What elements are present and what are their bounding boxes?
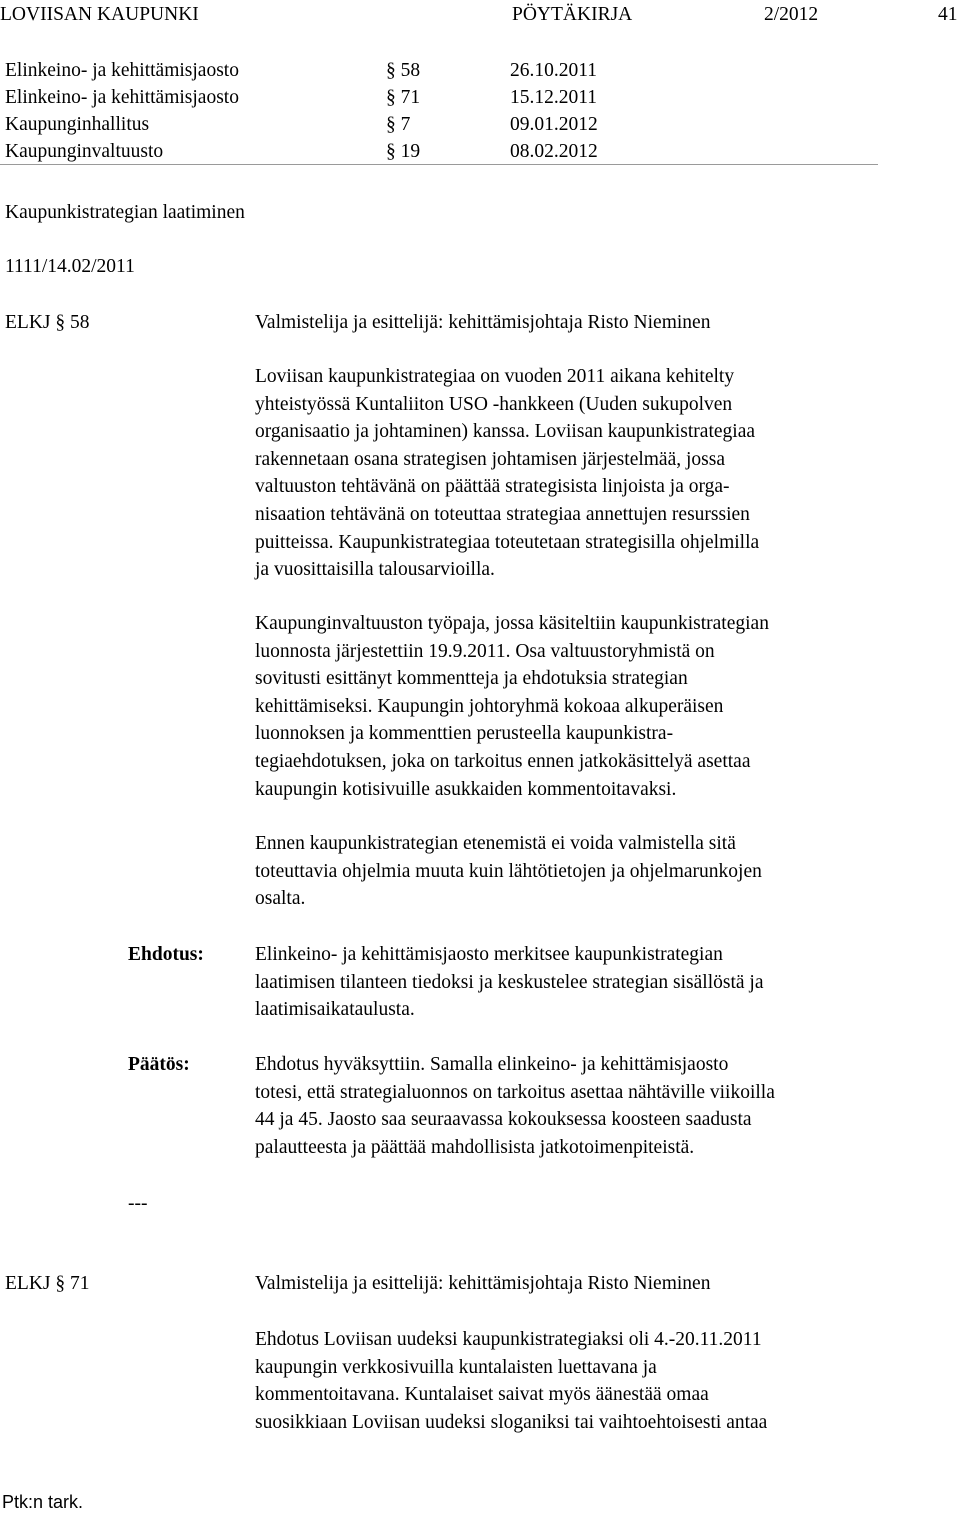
text-line: kaupungin verkkosivuilla kuntalaisten luettavana ja (255, 1356, 657, 1378)
meeting-date: 15.12.2011 (510, 87, 598, 108)
text-line: Ennen kaupunkistrategian etenemistä ei voida valmistella sitä (255, 833, 736, 854)
meeting-body: Elinkeino- ja kehittämisjaosto (5, 87, 239, 108)
text-line: organisaatio ja johtaminen) kanssa. Loviisan kaupunkistrategiaa (255, 421, 756, 443)
meeting-section: § 71 (386, 87, 421, 108)
text-line: kehittämiseksi. Kaupungin johtoryhmä kokoaa alkuperäisen (255, 695, 724, 717)
header-divider (0, 164, 878, 165)
meeting-section: § 7 (386, 114, 411, 135)
text-line: laatimisen tilanteen tiedoksi ja keskustelee strategian sisällöstä ja (255, 971, 764, 993)
section-label-elkj-71: ELKJ § 71 (5, 1273, 90, 1294)
text-line: Kaupunginvaltuuston työpaja, jossa käsiteltiin kaupunkistrategian (255, 613, 769, 634)
text-line: puitteissa. Kaupunkistrategiaa toteutetaan strategisilla ohjelmilla (255, 531, 760, 553)
proposal-text (255, 941, 915, 1024)
text-line: luonnoksen ja kommenttien perusteella kaupunkistra- (255, 723, 674, 745)
text-line: rakennetaan osana strategisen johtamisen järjestelmää, jossa (255, 448, 725, 470)
header-page-number: 41 (938, 4, 958, 25)
text-line: Loviisan kaupunkistrategiaa on vuoden 2011 aikana kehitelty (255, 366, 735, 387)
text-line: tegiaehdotuksen, joka on tarkoitus ennen jatkokäsittelyä asettaa (255, 750, 751, 772)
section-label-elkj-58: ELKJ § 58 (5, 312, 90, 333)
decision-text (255, 1051, 915, 1161)
meeting-body: Elinkeino- ja kehittämisjaosto (5, 60, 239, 81)
meeting-date: 09.01.2012 (510, 114, 598, 135)
text-line: yhteistyössä Kuntaliiton USO -hankkeen (Uuden sukupolven (255, 393, 733, 415)
meeting-date: 08.02.2012 (510, 141, 598, 162)
text-line: sovitusti esittänyt kommentteja ja ehdotuksia strategian (255, 668, 688, 690)
text-line: ja vuosittaisilla talousarvioilla. (255, 559, 495, 581)
decision-label: Päätös: (128, 1054, 190, 1075)
section-separator: --- (128, 1193, 148, 1214)
paragraph-programs (255, 830, 915, 913)
paragraph-background (255, 363, 915, 584)
text-line: kaupungin kotisivuille asukkaiden kommentoitavaksi. (255, 778, 677, 800)
subject-title: Kaupunkistrategian laatiminen (5, 202, 245, 223)
text-line: osalta. (255, 888, 306, 910)
meeting-section: § 58 (386, 60, 421, 81)
text-line: Ehdotus Loviisan uudeksi kaupunkistrategiaksi oli 4.-20.11.2011 (255, 1329, 762, 1350)
meeting-body: Kaupunginhallitus (5, 114, 150, 135)
text-line: Ehdotus hyväksyttiin. Samalla elinkeino- ja kehittämisjaosto (255, 1054, 729, 1075)
meeting-body: Kaupunginvaltuusto (5, 141, 164, 162)
meeting-date: 26.10.2011 (510, 60, 598, 81)
paragraph-proposal-publication (255, 1326, 915, 1436)
proposal-label: Ehdotus: (128, 944, 204, 965)
preparer-line: Valmistelija ja esittelijä: kehittämisjohtaja Risto Nieminen (255, 312, 711, 333)
text-line: valtuuston tehtävänä on päättää strategisista linjoista ja orga- (255, 476, 730, 498)
text-line: 44 ja 45. Jaosto saa seuraavassa kokouksessa koosteen saadusta (255, 1109, 752, 1131)
text-line: palautteesta ja päättää mahdollisista jatkotoimenpiteistä. (255, 1136, 695, 1158)
header-org: LOVIISAN KAUPUNKI (0, 4, 199, 25)
text-line: Elinkeino- ja kehittämisjaosto merkitsee kaupunkistrategian (255, 944, 723, 965)
text-line: luonnosta järjestettiin 19.9.2011. Osa valtuustoryhmistä on (255, 640, 715, 662)
text-line: toteuttavia ohjelmia muuta kuin lähtötietojen ja ohjelmarunkojen (255, 860, 762, 882)
text-line: suosikkiaan Loviisan uudeksi sloganiksi tai vaihtoehtoisesti antaa (255, 1411, 768, 1433)
text-line: totesi, että strategialuonnos on tarkoitus asettaa nähtäville viikoilla (255, 1081, 775, 1103)
header-doc-type: PÖYTÄKIRJA (512, 4, 633, 25)
text-line: laatimisaikataulusta. (255, 999, 415, 1021)
meeting-section: § 19 (386, 141, 421, 162)
text-line: kommentoitavana. Kuntalaiset saivat myös äänestää omaa (255, 1384, 709, 1406)
paragraph-workshop (255, 610, 915, 803)
preparer-line: Valmistelija ja esittelijä: kehittämisjohtaja Risto Nieminen (255, 1273, 711, 1294)
record-number: 1111/14.02/2011 (5, 256, 135, 277)
header-issue: 2/2012 (764, 4, 819, 25)
footer-check-label: Ptk:n tark. (2, 1492, 84, 1512)
text-line: nisaation tehtävänä on toteuttaa strategiaa annettujen resurssien (255, 503, 750, 525)
